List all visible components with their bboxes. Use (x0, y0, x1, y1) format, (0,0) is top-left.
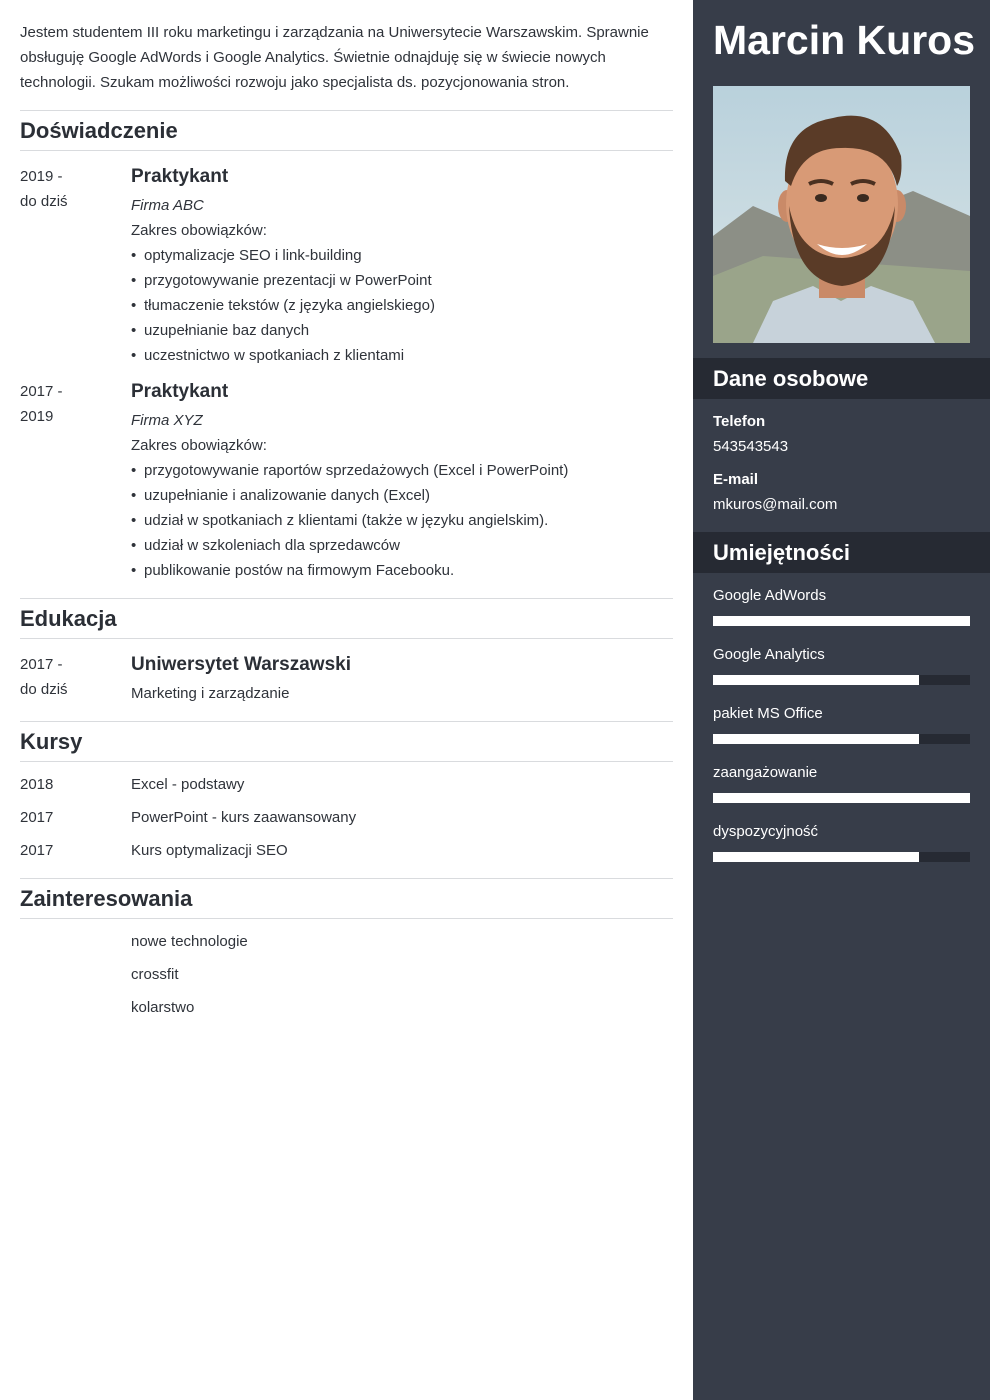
course-name: Excel - podstawy (131, 776, 245, 793)
courses-heading: Kursy (20, 729, 83, 754)
resume-sidebar (693, 0, 990, 1400)
email-value: mkuros@mail.com (713, 496, 838, 513)
courses-section-header (20, 721, 673, 762)
education-school: Uniwersytet Warszawski (131, 654, 351, 675)
education-field: Marketing i zarządzanie (131, 685, 290, 702)
skill-name: pakiet MS Office (713, 705, 823, 722)
candidate-name: Marcin Kuros (713, 17, 975, 63)
education-heading: Edukacja (20, 606, 117, 631)
interests-section-header (20, 878, 673, 919)
skill-name: Google Analytics (713, 646, 825, 663)
job-duty-item: • optymalizacje SEO i link-building (131, 243, 435, 268)
job-company: Firma ABC (131, 197, 204, 214)
course-year: 2018 (20, 776, 54, 793)
skill-level-fill (713, 616, 970, 626)
job-date (20, 164, 120, 214)
interest-item: kolarstwo (131, 999, 195, 1016)
job-title: Praktykant (131, 166, 229, 187)
skill-level-bar (713, 793, 970, 803)
job-duty-item: • uzupełnianie baz danych (131, 318, 435, 343)
education-section-header (20, 598, 673, 639)
experience-heading: Doświadczenie (20, 118, 178, 143)
job-date-from: 2017 - (20, 383, 63, 400)
job-duties-label: Zakres obowiązków: (131, 437, 267, 454)
job-duties-list (131, 458, 568, 583)
personal-data-heading: Dane osobowe (713, 366, 869, 391)
skill-level-bar (713, 675, 970, 685)
personal-data-header (693, 358, 990, 399)
skills-header (693, 532, 990, 573)
course-year: 2017 (20, 842, 54, 859)
job-duty-item: • uzupełnianie i analizowanie danych (Excel) (131, 483, 568, 508)
job-duty-item: • uczestnictwo w spotkaniach z klientami (131, 343, 435, 368)
course-name: Kurs optymalizacji SEO (131, 842, 288, 859)
skill-level-fill (713, 734, 919, 744)
job-date-from: 2019 - (20, 168, 63, 185)
job-duty-item: • tłumaczenie tekstów (z języka angielskiego) (131, 293, 435, 318)
profile-photo (713, 86, 970, 343)
skill-level-bar (713, 852, 970, 862)
education-date-from: 2017 - (20, 656, 63, 673)
phone-label: Telefon (713, 413, 766, 430)
interest-item: nowe technologie (131, 933, 248, 950)
skill-level-bar (713, 616, 970, 626)
experience-section-header (20, 110, 673, 151)
skill-level-fill (713, 793, 970, 803)
job-duty-item: • przygotowywanie raportów sprzedażowych (Excel i PowerPoint) (131, 458, 568, 483)
job-date-to: 2019 (20, 408, 54, 425)
job-title: Praktykant (131, 381, 229, 402)
skill-level-fill (713, 675, 919, 685)
job-duty-item: • przygotowywanie prezentacji w PowerPoint (131, 268, 435, 293)
education-date (20, 652, 120, 702)
job-duties-label: Zakres obowiązków: (131, 222, 267, 239)
skill-level-fill (713, 852, 919, 862)
email-label: E-mail (713, 471, 759, 488)
skill-name: Google AdWords (713, 587, 827, 604)
job-date-to: do dziś (20, 193, 68, 210)
education-date-to: do dziś (20, 681, 68, 698)
skill-name: zaangażowanie (713, 764, 818, 781)
interest-item: crossfit (131, 966, 179, 983)
skill-name: dyspozycyjność (713, 823, 819, 840)
course-name: PowerPoint - kurs zaawansowany (131, 809, 357, 826)
profile-photo-illustration (713, 86, 970, 343)
job-duty-item: • udział w spotkaniach z klientami (także w języku angielskim). (131, 508, 568, 533)
job-date (20, 379, 120, 429)
course-year: 2017 (20, 809, 54, 826)
skills-heading: Umiejętności (713, 540, 850, 565)
job-company: Firma XYZ (131, 412, 203, 429)
skill-level-bar (713, 734, 970, 744)
phone-value: 543543543 (713, 438, 789, 455)
profile-summary: Jestem studentem III roku marketingu i zarządzania na Uniwersytecie Warszawskim. Sprawnie obsługuję Google AdWords i Google Analytics. Świetnie odnajduję się w świecie nowych technologii. Szukam możliwości rozwoju jako specjalista ds. pozycjonowania stron. (20, 24, 649, 91)
job-duty-item: • publikowanie postów na firmowym Facebooku. (131, 558, 568, 583)
job-duty-item: • udział w szkoleniach dla sprzedawców (131, 533, 568, 558)
job-duties-list (131, 243, 435, 368)
interests-heading: Zainteresowania (20, 886, 193, 911)
